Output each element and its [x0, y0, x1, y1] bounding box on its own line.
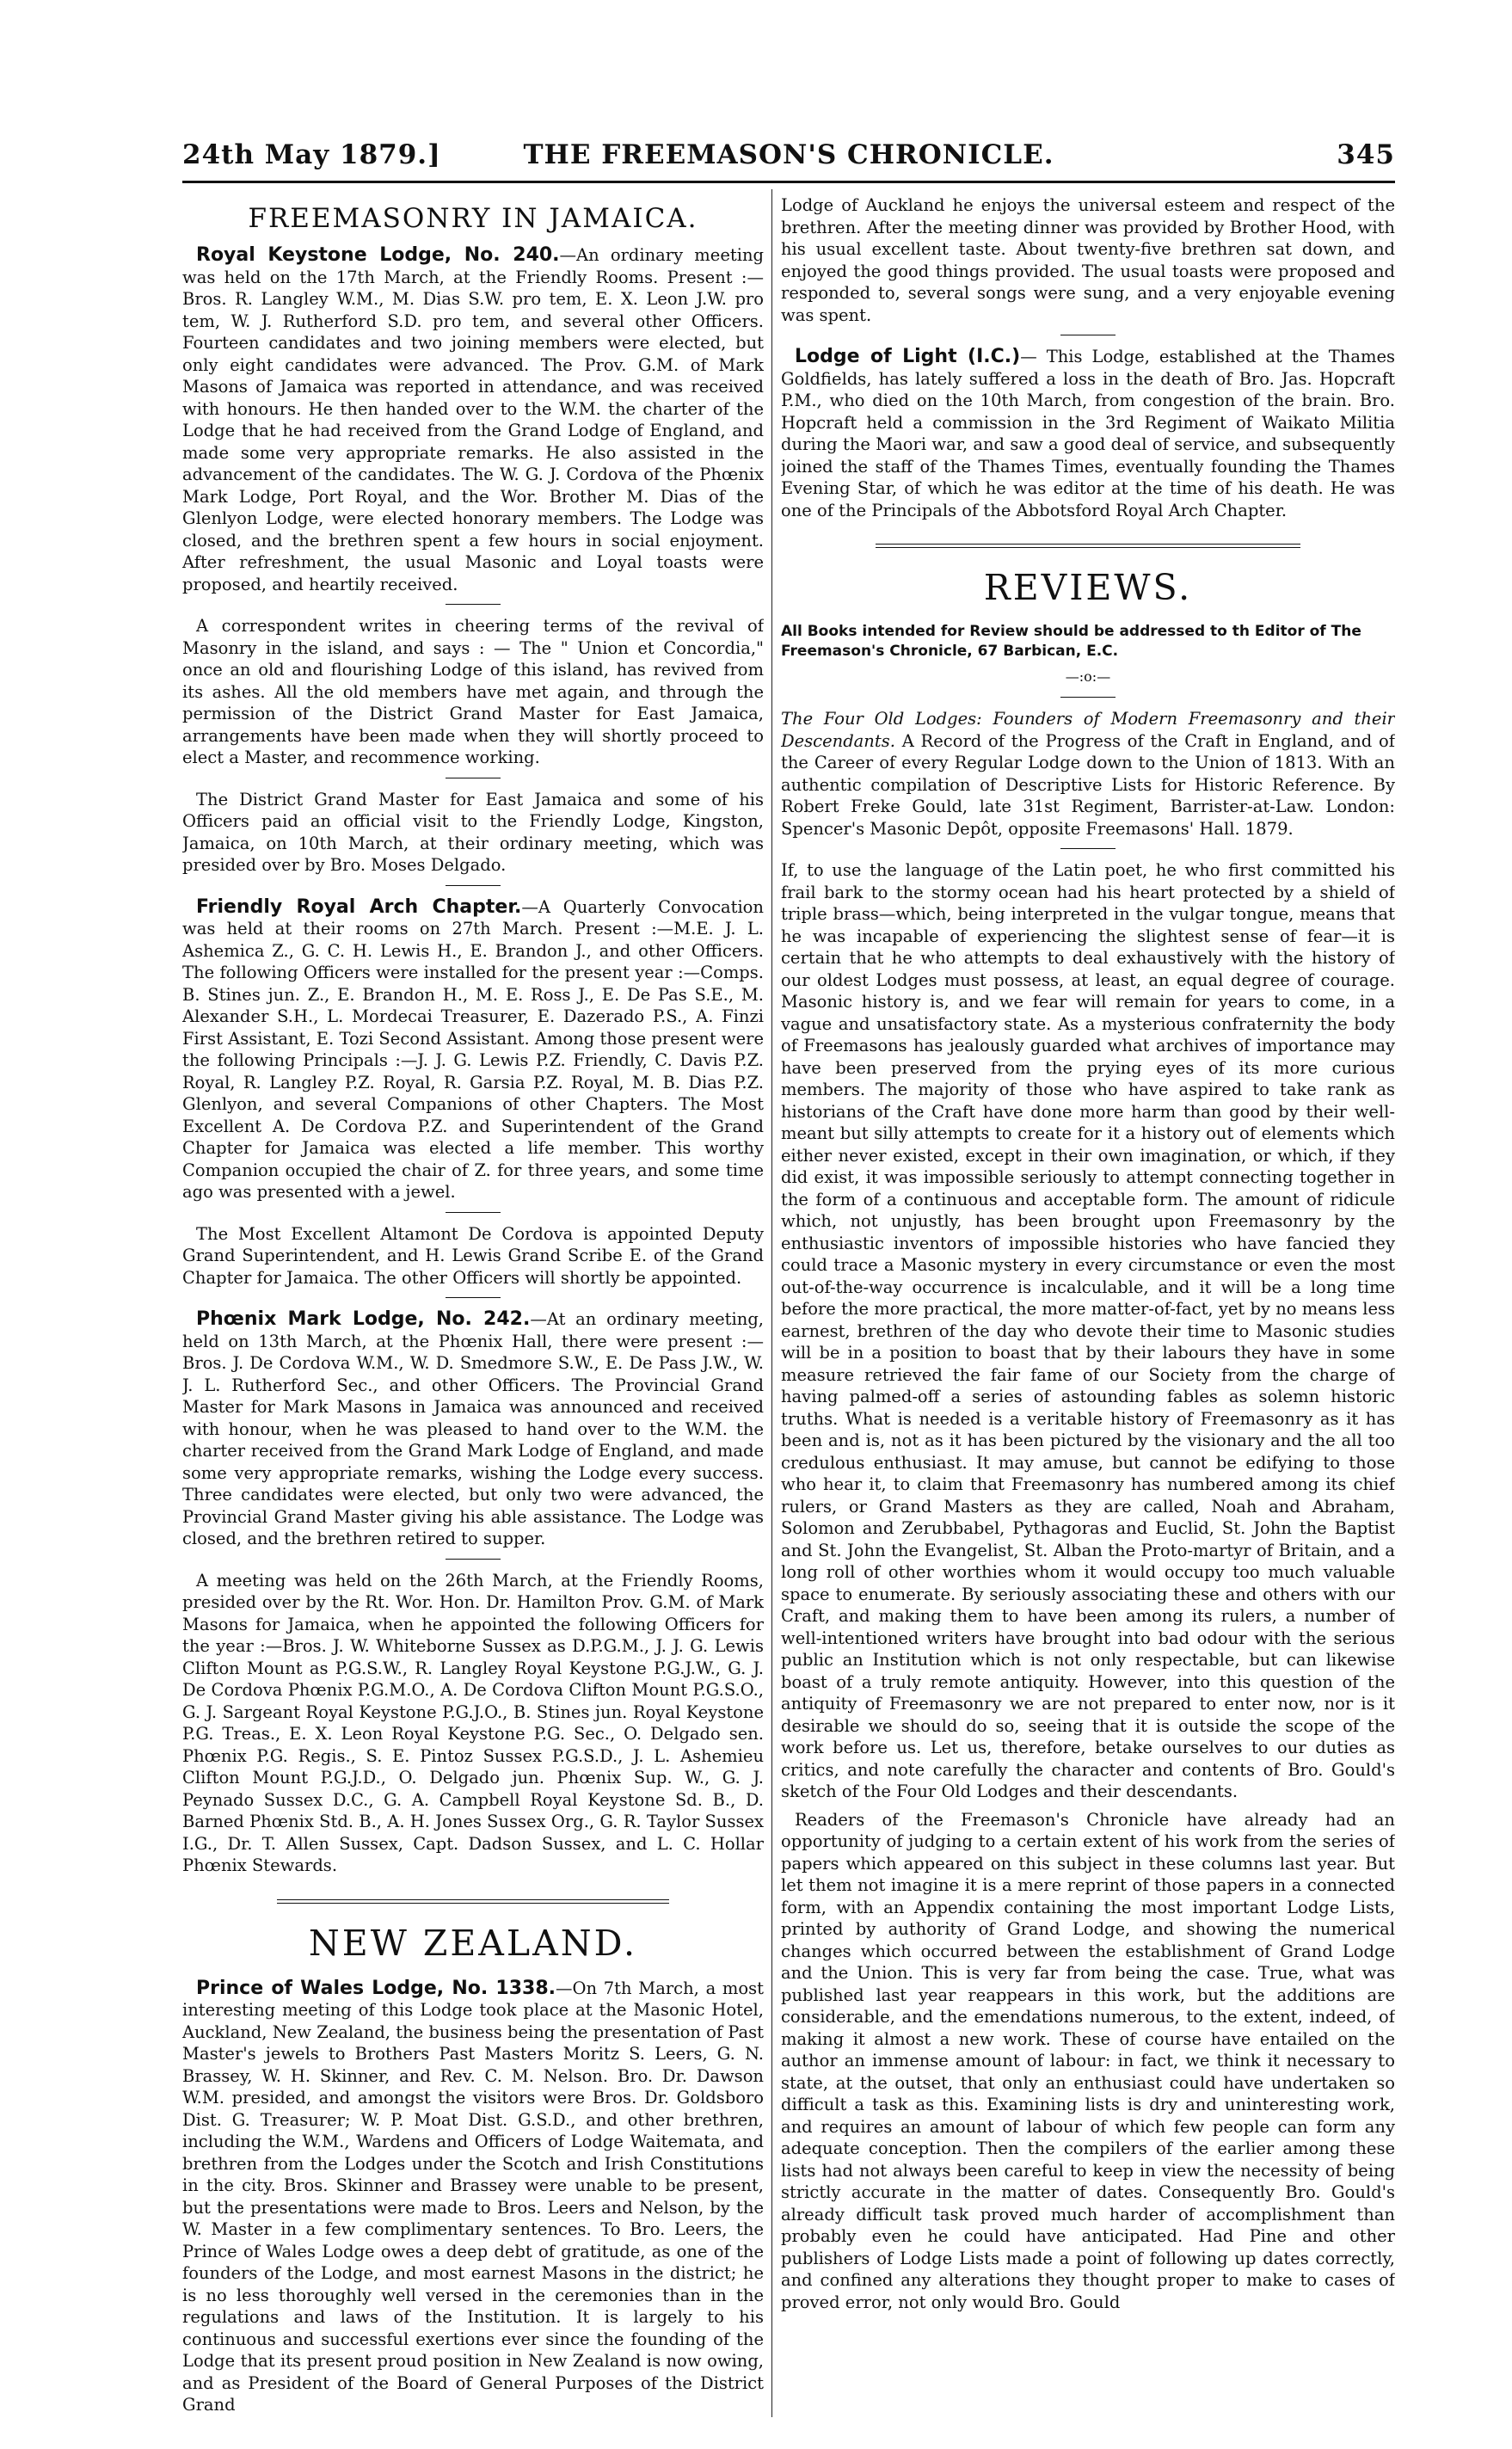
left-column — [182, 194, 764, 2415]
right-column — [781, 194, 1395, 2415]
publication-title: THE FREEMASON'S CHRONICLE. — [523, 139, 1054, 170]
lead-friendly-arch: Friendly Royal Arch Chapter. — [196, 895, 522, 918]
ornament-divider: —:o:— — [1065, 668, 1111, 685]
text-friendly-arch: —A Quarterly Convocation was held at their rooms on 27th March. Present :—M.E. J. L. Ashemica Z., G. C. H. Lewis H., E. Brandon J., and other Officers. The following Officers were installed for the present year :—Comps. B. Stines jun. Z., E. Brandon H., M. E. Ross J., E. De Pas S.E., M. Alexander S.H., L. Mordecai Treasurer, E. Dazerado P.S., A. Finzi First Assistant, E. Tozi Second Assistant. Among those present were the following Principals :—J. J. G. Lewis P.Z. Friendly, C. Davis P.Z. Royal, R. Langley P.Z. Royal, R. Garsia P.Z. Royal, M. B. Dias P.Z. Glenlyon, and several Companions of other Chapters. The Most Excellent A. De Cordova P.Z. and Superintendent of the Grand Chapter for Jamaica was elected a life member. This worthy Companion occupied the chair of Z. for three years, and some time ago was presented with a jewel. — [182, 896, 764, 1202]
article-district-visit: The District Grand Master for East Jamaica and some of his Officers paid an official visit to the Friendly Lodge, Kingston, Jamaica, on 10th March, at their ordinary meeting, which was presided over by Bro. Moses Delgado. — [182, 789, 764, 875]
text-phoenix-mark: —At an ordinary meeting, held on 13th March, at the Phœnix Hall, there were present :—Bros. J. De Cordova W.M., W. D. Smedmore S.W., E. De Pass J.W., W. J. L. Rutherford Sec., and other Officers. The Provincial Grand Master for Mark Masons in Jamaica was announced and received with honour, when he was pleased to hand over to the W.M. the charter received from the Grand Mark Lodge of England, and made some very appropriate remarks, wishing the Lodge every success. Three candidates were elected, but only two were advanced, the Provincial Grand Master giving his able assistance. The Lodge was closed, and the brethren retired to supper. — [182, 1309, 764, 1548]
lead-prince-wales: Prince of Wales Lodge, No. 1338. — [196, 1977, 556, 1999]
article-auckland-continuation: Lodge of Auckland he enjoys the universal esteem and respect of the brethren. After the meeting dinner was provided by Brother Hood, with his usual excellent taste. About twenty-five brethren sat down, and enjoyed the good things provided. The usual toasts were proposed and responded to, several songs were sung, and a very enjoyable evening was spent. — [781, 195, 1395, 325]
separator-rule — [446, 1559, 501, 1560]
separator-rule — [1060, 848, 1116, 849]
text-lodge-of-light: — This Lodge, established at the Thames Goldfields, has lately suffered a loss in the death of Bro. Jas. Hopcraft P.M., who died on the 10th March, from congestion of the brain. Bro. Hopcraft held a commission in the 3rd Regiment of Waikato Militia during the Maori war, and saw a good deal of service, and subsequently joined the staff of the Thames Times, eventually founding the Thames Evening Star, of which he was editor at the time of his death. He was one of the Principals of the Abbotsford Royal Arch Chapter. — [781, 347, 1395, 520]
review-paragraph-2: Readers of the Freemason's Chronicle have already had an opportunity of judging to a certain extent of his work from the series of papers which appeared on this subject in these columns last year. But let them not imagine it is a mere reprint of those papers in a connected form, with an Appendix containing the most important Lodge Lists, printed by authority of Grand Lodge, and showing the numerical changes which occurred between the establishment of Grand Lodge and the Union. This is very far from being the case. True, what was published last year reappears in this work, but the additions are considerable, and the emendations numerous, to the extent, indeed, of making it almost a new work. These of course have entailed on the author an immense amount of labour: in fact, we think it necessary to state, at the outset, that only an enthusiast could have undertaken so difficult a task as this. Examining lists is dry and uninteresting work, and requires an amount of labour of which few people can form any adequate conception. Then the compilers of the earlier among these lists had not always been careful to keep in view the necessity of being strictly accurate in the matter of dates. Consequently Bro. Gould's already difficult task proved much harder of accomplishment than probably even he could have anticipated. Had Pine and other publishers of Lodge Lists made a point of following up dates correctly, and confined any alterations they thought proper to make to cases of proved error, not only would Bro. Gould — [781, 1809, 1395, 2312]
page-number: 345 — [1337, 139, 1395, 170]
text-royal-keystone: —An ordinary meeting was held on the 17th March, at the Friendly Rooms. Present :—Bros. R. Langley W.M., M. Dias S.W. pro tem, E. X. Leon J.W. pro tem, W. J. Rutherford S.D. pro tem, and several other Officers. Fourteen candidates and two joining members were elected, but only eight candidates were advanced. The Prov. G.M. of Mark Masons of Jamaica was reported in attendance, and was received with honours. He then handed over to the W.M. the charter of the Lodge that he had received from the Grand Lodge of England, and made some very appropriate remarks. He also assisted in the advancement of the candidates. The W. G. J. Cordova of the Phœnix Mark Lodge, Port Royal, and the Wor. Brother M. Dias of the Glenlyon Lodge, were elected honorary members. The Lodge was closed, and the brethren spent a few hours in social enjoyment. After refreshment, the usual Masonic and Loyal toasts were proposed, and heartily received. — [182, 245, 764, 594]
reviews-notice: All Books intended for Review should be addressed to th Editor of The Freemason's Chronicle, 67 Barbican, E.C. — [781, 623, 1361, 660]
heading-freemasonry-jamaica: FREEMASONRY IN JAMAICA. — [248, 203, 698, 234]
article-meeting-26th: A meeting was held on the 26th March, at the Friendly Rooms, presided over by the Rt. Wor. Hon. Dr. Hamilton Prov. G.M. of Mark Masons for Jamaica, when he appointed the following Officers for the year :—Bros. J. W. Whiteborne Sussex as D.P.G.M., J. J. G. Lewis Clifton Mount as P.G.S.W., R. Langley Royal Keystone P.G.J.W., G. J. De Cordova Phœnix P.G.M.O., A. De Cordova Clifton Mount P.G.S.O., G. J. Sargeant Royal Keystone P.G.J.O., B. Stines jun. Royal Keystone P.G. Treas., E. X. Leon Royal Keystone P.G. Sec., O. Delgado sen. Phœnix P.G. Regis., S. E. Pintoz Sussex P.G.S.D., J. L. Ashemieu Clifton Mount P.G.J.D., O. Delgado jun. Phœnix Sup. W., G. J. Peynado Sussex D.C., G. A. Campbell Royal Keystone Sd. B., D. Barned Phœnix Std. B., A. H. Jones Sussex Org., G. R. Taylor Sussex I.G., Dr. T. Allen Sussex, Capt. Dadson Sussex, and L. C. Hollar Phœnix Stewards. — [182, 1570, 764, 1875]
article-royal-keystone — [182, 244, 764, 595]
heading-reviews: REVIEWS. — [983, 567, 1193, 608]
separator-rule — [1060, 697, 1116, 698]
article-friendly-arch — [182, 896, 764, 1203]
section-double-rule — [277, 1899, 669, 1904]
masthead — [182, 139, 1395, 177]
separator-rule — [446, 885, 501, 886]
book-details: A Record of the Progress of the Craft in England, and of the Career of every Regular Lodge down to the Union of 1813. With an authentic compilation of Descriptive Lists for Historic Reference. By Robert Freke Gould, late 31st Regiment, Barrister-at-Law. London: Spencer's Masonic Depôt, opposite Freemasons' Hall. 1879. — [781, 730, 1395, 839]
article-correspondent: A correspondent writes in cheering terms of the revival of Masonry in the island, and says : — The " Union et Concordia," once an old and flourishing Lodge of this island, has revived from its ashes. All the old members have met again, and through the permission of the District Grand Master for East Jamaica, arrangements have been made when they will shortly proceed to elect a Master, and recommence working. — [182, 616, 764, 767]
article-decordova: The Most Excellent Altamont De Cordova is appointed Deputy Grand Superintendent, and H. Lewis Grand Scribe E. of the Grand Chapter for Jamaica. The other Officers will shortly be appointed. — [182, 1223, 764, 1288]
text-prince-wales: —On 7th March, a most interesting meeting of this Lodge took place at the Masonic Hotel, Auckland, New Zealand, the business being the presentation of Past Master's jewels to Brothers Past Masters Moritz S. Leers, G. N. Brassey, W. H. Skinner, and Rev. C. M. Nelson. Bro. Dr. Dawson W.M. presided, and amongst the visitors were Bros. Dr. Goldsboro Dist. G. Treasurer; W. P. Moat Dist. G.S.D., and other brethren, including the W.M., Wardens and Officers of Lodge Waitemata, and brethren from the Lodges under the Scotch and Irish Constitutions in the city. Bros. Skinner and Brassey were unable to be present, but the presentations were made to Bros. Leers and Nelson, by the W. Master in a few complimentary sentences. To Bro. Leers, the Prince of Wales Lodge owes a deep debt of gratitude, as one of the founders of the Lodge, and most earnest Masons in the district; he is no less thoroughly well versed in the ceremonies than in the regulations and laws of the Institution. It is largely to his continuous and successful exertions ever since the founding of the Lodge that its present proud position in New Zealand is now owing, and as President of the Board of General Purposes of the District Grand — [182, 1978, 764, 2415]
book-title: The Four Old Lodges: Founders of Modern Freemasonry and their Descendants. — [781, 709, 1395, 751]
article-lodge-of-light — [781, 346, 1395, 521]
lead-phoenix-mark: Phœnix Mark Lodge, No. 242. — [196, 1308, 531, 1330]
lead-lodge-of-light: Lodge of Light (I.C.) — [795, 346, 1021, 367]
separator-rule — [446, 1212, 501, 1213]
review-paragraph-1: If, to use the language of the Latin poet, he who first committed his frail bark to the stormy ocean had his heart protected by a shield of triple brass—which, being interpreted in the vulgar tongue, means that he was incapable of experiencing the slightest sense of fear—it is certain that he who attempts to deal exhaustively with the history of our oldest Lodges must possess, at least, an equal degree of courage. Masonic history is, and we fear will remain for years to come, in a vague and unsatisfactory state. As a mysterious confraternity the body of Freemasons has jealously guarded what archives of importance may have been preserved from the prying eyes of its more curious members. The majority of those who have aspired to take rank as historians of the Craft have done more harm than good by their well-meant but silly attempts to create for it a history out of elements which either never existed, except in their own imagination, or which, if they did exist, it was impossible seriously to attempt connecting together in the form of a continuous and acceptable form. The amount of ridicule which, not unjustly, has been brought upon Freemasonry by the enthusiastic inventors of impossible histories who have fancied they could trace a Masonic mystery in every circumstance or even the most out-of-the-way occurrence is incalculable, and it will be a long time before the more practical, the more matter-of-fact, yet by no means less earnest, brethren of the day who devote their time to Masonic studies will be in a position to boast that by their labours they have in some measure retrieved the fair fame of our Society from the charge of having palmed-off a series of astounding fables as solemn historic truths. What is needed is a veritable history of Freemasonry as it has been and is, not as it has been pictured by the visionary and the all too credulous enthusiast. It may amuse, but cannot be edifying to those who hear it, to claim that Freemasonry has numbered among its chief rulers, or Grand Masters as they are called, Noah and Abraham, Solomon and Zerubbabel, Pythagoras and Euclid, St. John the Baptist and St. John the Evangelist, St. Alban the Proto-martyr of Britain, and a long roll of other worthies whom it would occupy too much valuable space to enumerate. By seriously associating these and others with our Craft, and making them to have been among its rulers, a number of well-intentioned writers have brought into bad odour with the serious public an Institution which is not only respectable, but can likewise boast of a truly remote antiquity. However, into this question of the antiquity of Freemasonry we are not prepared to enter now, nor is it desirable we should do so, seeing that it is outside the scope of the work before us. Let us, therefore, betake ourselves to our duties as critics, and note carefully the character and contents of Bro. Gould's sketch of the Four Old Lodges and their descendants. — [781, 860, 1395, 1801]
section-double-rule — [876, 544, 1300, 548]
column-divider — [771, 189, 772, 2417]
lead-royal-keystone: Royal Keystone Lodge, No. 240. — [196, 244, 560, 266]
article-prince-wales — [182, 1978, 764, 2415]
issue-date: 24th May 1879.] — [182, 139, 441, 170]
heading-new-zealand: NEW ZEALAND. — [308, 1922, 638, 1964]
separator-rule — [446, 1297, 501, 1298]
separator-rule — [446, 604, 501, 605]
article-phoenix-mark — [182, 1308, 764, 1550]
masthead-rule — [182, 181, 1395, 183]
book-citation — [781, 708, 1395, 840]
